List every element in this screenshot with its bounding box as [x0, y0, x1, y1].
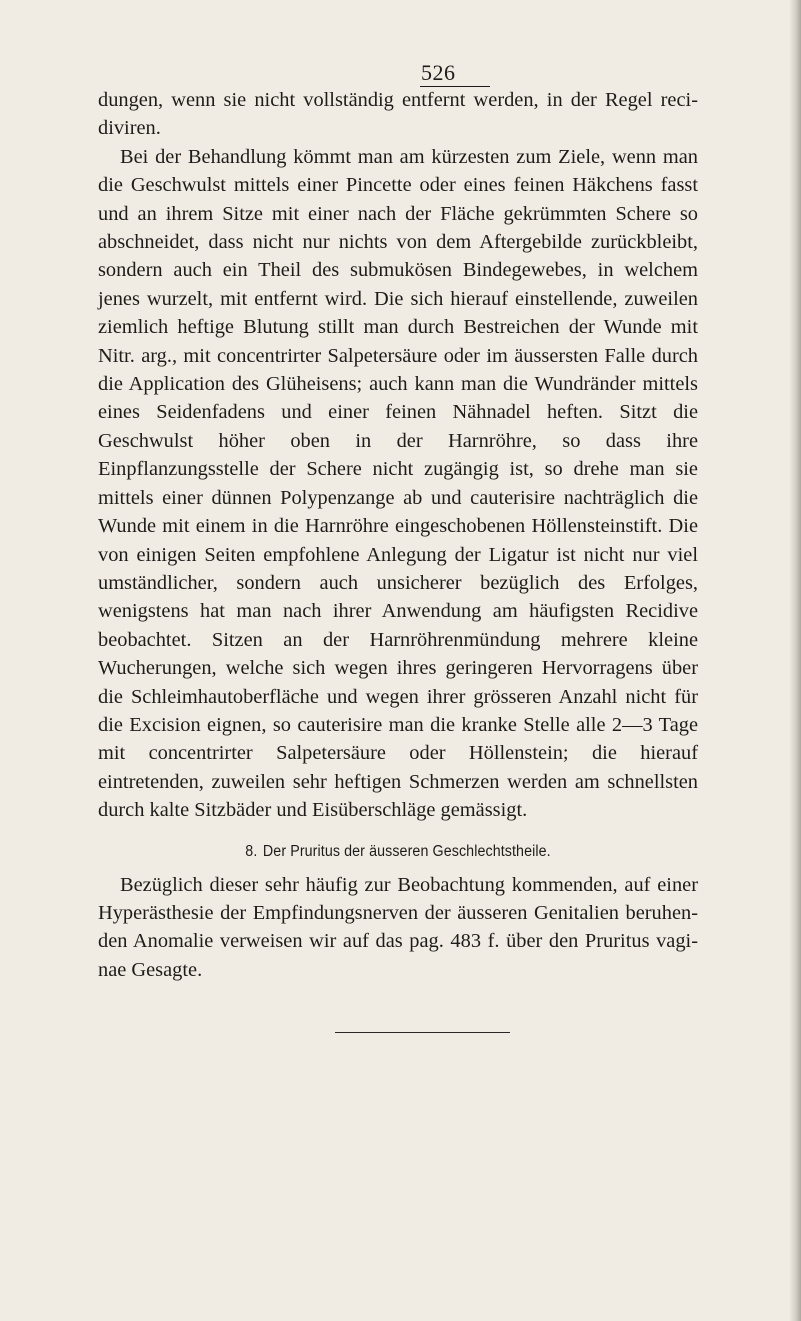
section-heading — [122, 842, 674, 862]
page-edge-shadow — [789, 0, 801, 1321]
paragraph-treatment: Bei der Behandlung kömmt man am kürzesten zum Ziele, wenn man die Geschwulst mittels einer Pincette oder eines feinen Häkchens fasst und an ihrem Sitze mit einer nach der Fläche gekrümmten Schere so abschneidet, dass nicht nur nichts von dem Aftergebilde zurückbleibt, sondern auch ein Theil des submukösen Bindegewebes, in welchem jenes wurzelt, mit entfernt wird. Die sich hierauf einstellende, zuweilen ziemlich heftige Blutung stillt man durch Bestreichen der Wunde mit Nitr. arg., mit concentrirter Salpetersäure oder im äussersten Falle durch die Application des Glüheisens; auch kann man die Wundränder mittels eines Seidenfadens und einer feinen Nähnadel heften. Sitzt die Geschwulst höher oben in der Harnröhre, so dass ihre Einpflanzungsstelle der Schere nicht zugängig ist, so drehe man sie mittels einer dünnen Polypenzange ab und cauterisire nachträglich die Wunde mit einem in die Harnröhre eingeschobenen Höllensteinstift. Die von einigen Seiten empfohlene Anlegung der Ligatur ist nicht nur viel umständlicher, sondern auch unsicherer bezüglich des Erfolges, wenigstens hat man nach ihrer Anwendung am häufigsten Recidive beobachtet. Sitzen an der Harnröhrenmündung mehrere kleine Wucherungen, welche sich wegen ihres geringeren Hervorragens über die Schleimhautoberfläche und wegen ihrer grösseren Anzahl nicht für die Excision eignen, so cauterisire man die kranke Stelle alle 2—3 Tage mit concentrirter Salpetersäure oder Höllenstein; die hierauf eintretenden, zuweilen sehr heftigen Schmerzen werden am schnellsten durch kalte Sitzbäder und Eisüberschläge gemässigt. — [98, 145, 698, 822]
end-divider-rule — [335, 1032, 510, 1033]
section-title: Der Pruritus der äusseren Geschlechtstheile. — [262, 842, 551, 860]
paragraph-continuation: dungen, wenn sie nicht vollständig entfernt werden, in der Regel recidiviren. — [98, 89, 698, 140]
page-number: 526 — [420, 60, 490, 87]
paragraph-pruritus: Bezüglich dieser sehr häufig zur Beobachtung kommenden, auf einer Hyperästhesie der Empfindungsnerven der äusseren Genitalien beruhenden Anomalie verweisen wir auf das pag. 483 f. über den Pruritus vaginae Gesagte. — [98, 873, 698, 981]
page-body — [98, 86, 698, 984]
section-number: 8. — [245, 842, 258, 860]
